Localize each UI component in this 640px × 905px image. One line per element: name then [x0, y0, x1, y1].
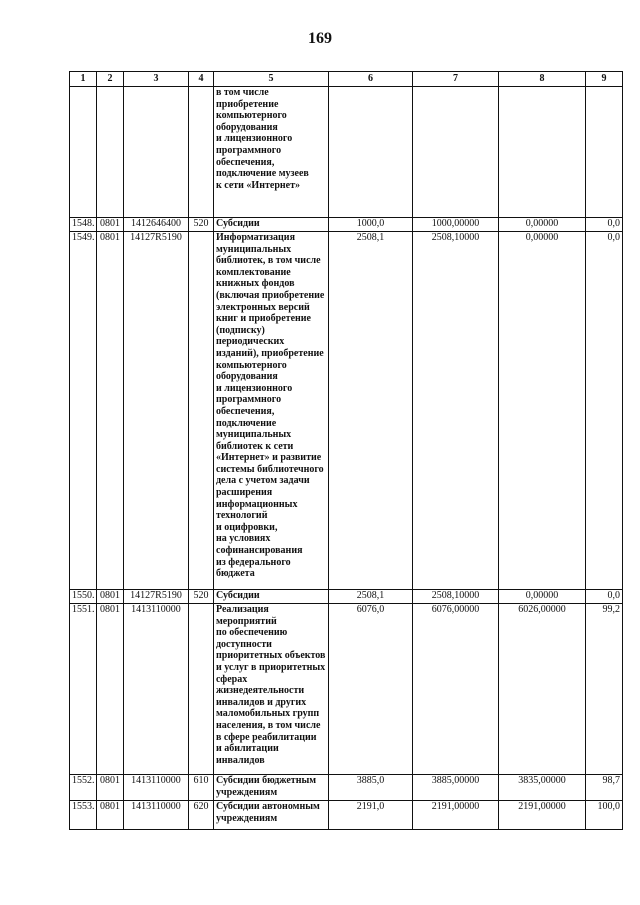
- item-name: Информатизация муниципальных библиотек, в том числе комплектование книжных фондов (включая приобретение электронных версий книг и приобретение (подписку) периодических изданий), приобретение компьютерного оборудования и лицензионного программного обеспечения, подключение муниципальных библиотек к сети «Интернет» и развитие системы библиотечного дела с учетом задачи расширения информационных технологий и оцифровки, на условиях софинансирования из федерального бюджета: [214, 232, 329, 590]
- column-header: 5: [214, 72, 329, 87]
- plan-value: 6076,0: [329, 604, 413, 775]
- executed-value: 6026,00000: [499, 604, 586, 775]
- revised-value: 3885,00000: [413, 775, 499, 801]
- item-name: Субсидии бюджетным учреждениям: [214, 775, 329, 801]
- row-number: 1552.: [70, 775, 97, 801]
- percent-value: 99,2: [586, 604, 623, 775]
- row-number: 1551.: [70, 604, 97, 775]
- expense-type-code: [189, 604, 214, 775]
- expense-type-code: 520: [189, 590, 214, 604]
- executed-value: 0,00000: [499, 218, 586, 232]
- table-header-row: [70, 72, 623, 87]
- section-code: 0801: [97, 801, 124, 830]
- table-row: [70, 590, 623, 604]
- table-row: [70, 218, 623, 232]
- revised-value: 2508,10000: [413, 232, 499, 590]
- plan-value: 3885,0: [329, 775, 413, 801]
- plan-value: [329, 87, 413, 218]
- table-row: [70, 232, 623, 590]
- target-code: 14127R5190: [124, 590, 189, 604]
- target-code: 1413110000: [124, 801, 189, 830]
- section-code: 0801: [97, 604, 124, 775]
- column-header: 7: [413, 72, 499, 87]
- expense-type-code: 520: [189, 218, 214, 232]
- table-row: [70, 87, 623, 218]
- section-code: 0801: [97, 218, 124, 232]
- plan-value: 2508,1: [329, 590, 413, 604]
- percent-value: 0,0: [586, 232, 623, 590]
- column-header: 9: [586, 72, 623, 87]
- section-code: 0801: [97, 590, 124, 604]
- budget-table: [69, 71, 623, 830]
- table-row: [70, 801, 623, 830]
- target-code: [124, 87, 189, 218]
- column-header: 3: [124, 72, 189, 87]
- table-row: [70, 775, 623, 801]
- expense-type-code: [189, 232, 214, 590]
- plan-value: 2508,1: [329, 232, 413, 590]
- revised-value: 1000,00000: [413, 218, 499, 232]
- percent-value: [586, 87, 623, 218]
- item-name: Субсидии: [214, 218, 329, 232]
- item-name: Субсидии: [214, 590, 329, 604]
- section-code: 0801: [97, 775, 124, 801]
- executed-value: 3835,00000: [499, 775, 586, 801]
- revised-value: 2191,00000: [413, 801, 499, 830]
- percent-value: 100,0: [586, 801, 623, 830]
- percent-value: 0,0: [586, 590, 623, 604]
- section-code: 0801: [97, 232, 124, 590]
- revised-value: 2508,10000: [413, 590, 499, 604]
- row-number: 1548.: [70, 218, 97, 232]
- row-number: 1550.: [70, 590, 97, 604]
- column-header: 6: [329, 72, 413, 87]
- plan-value: 1000,0: [329, 218, 413, 232]
- percent-value: 0,0: [586, 218, 623, 232]
- target-code: 1413110000: [124, 604, 189, 775]
- column-header: 4: [189, 72, 214, 87]
- expense-type-code: 610: [189, 775, 214, 801]
- executed-value: 0,00000: [499, 232, 586, 590]
- target-code: 1413110000: [124, 775, 189, 801]
- item-name: Реализация мероприятий по обеспечению доступности приоритетных объектов и услуг в приоритетных сферах жизнедеятельности инвалидов и других маломобильных групп населения, в том числе в сфере реабилитации и абилитации инвалидов: [214, 604, 329, 775]
- section-code: [97, 87, 124, 218]
- revised-value: [413, 87, 499, 218]
- column-header: 1: [70, 72, 97, 87]
- target-code: 1412646400: [124, 218, 189, 232]
- column-header: 2: [97, 72, 124, 87]
- item-name: в том числе приобретение компьютерного оборудования и лицензионного программного обеспечения, подключение музеев к сети «Интернет»: [214, 87, 329, 218]
- row-number: [70, 87, 97, 218]
- executed-value: 2191,00000: [499, 801, 586, 830]
- column-header: 8: [499, 72, 586, 87]
- row-number: 1549.: [70, 232, 97, 590]
- item-name: Субсидии автономным учреждениям: [214, 801, 329, 830]
- percent-value: 98,7: [586, 775, 623, 801]
- row-number: 1553.: [70, 801, 97, 830]
- executed-value: [499, 87, 586, 218]
- expense-type-code: 620: [189, 801, 214, 830]
- table-row: [70, 604, 623, 775]
- revised-value: 6076,00000: [413, 604, 499, 775]
- expense-type-code: [189, 87, 214, 218]
- plan-value: 2191,0: [329, 801, 413, 830]
- page-number: 169: [308, 30, 332, 47]
- executed-value: 0,00000: [499, 590, 586, 604]
- target-code: 14127R5190: [124, 232, 189, 590]
